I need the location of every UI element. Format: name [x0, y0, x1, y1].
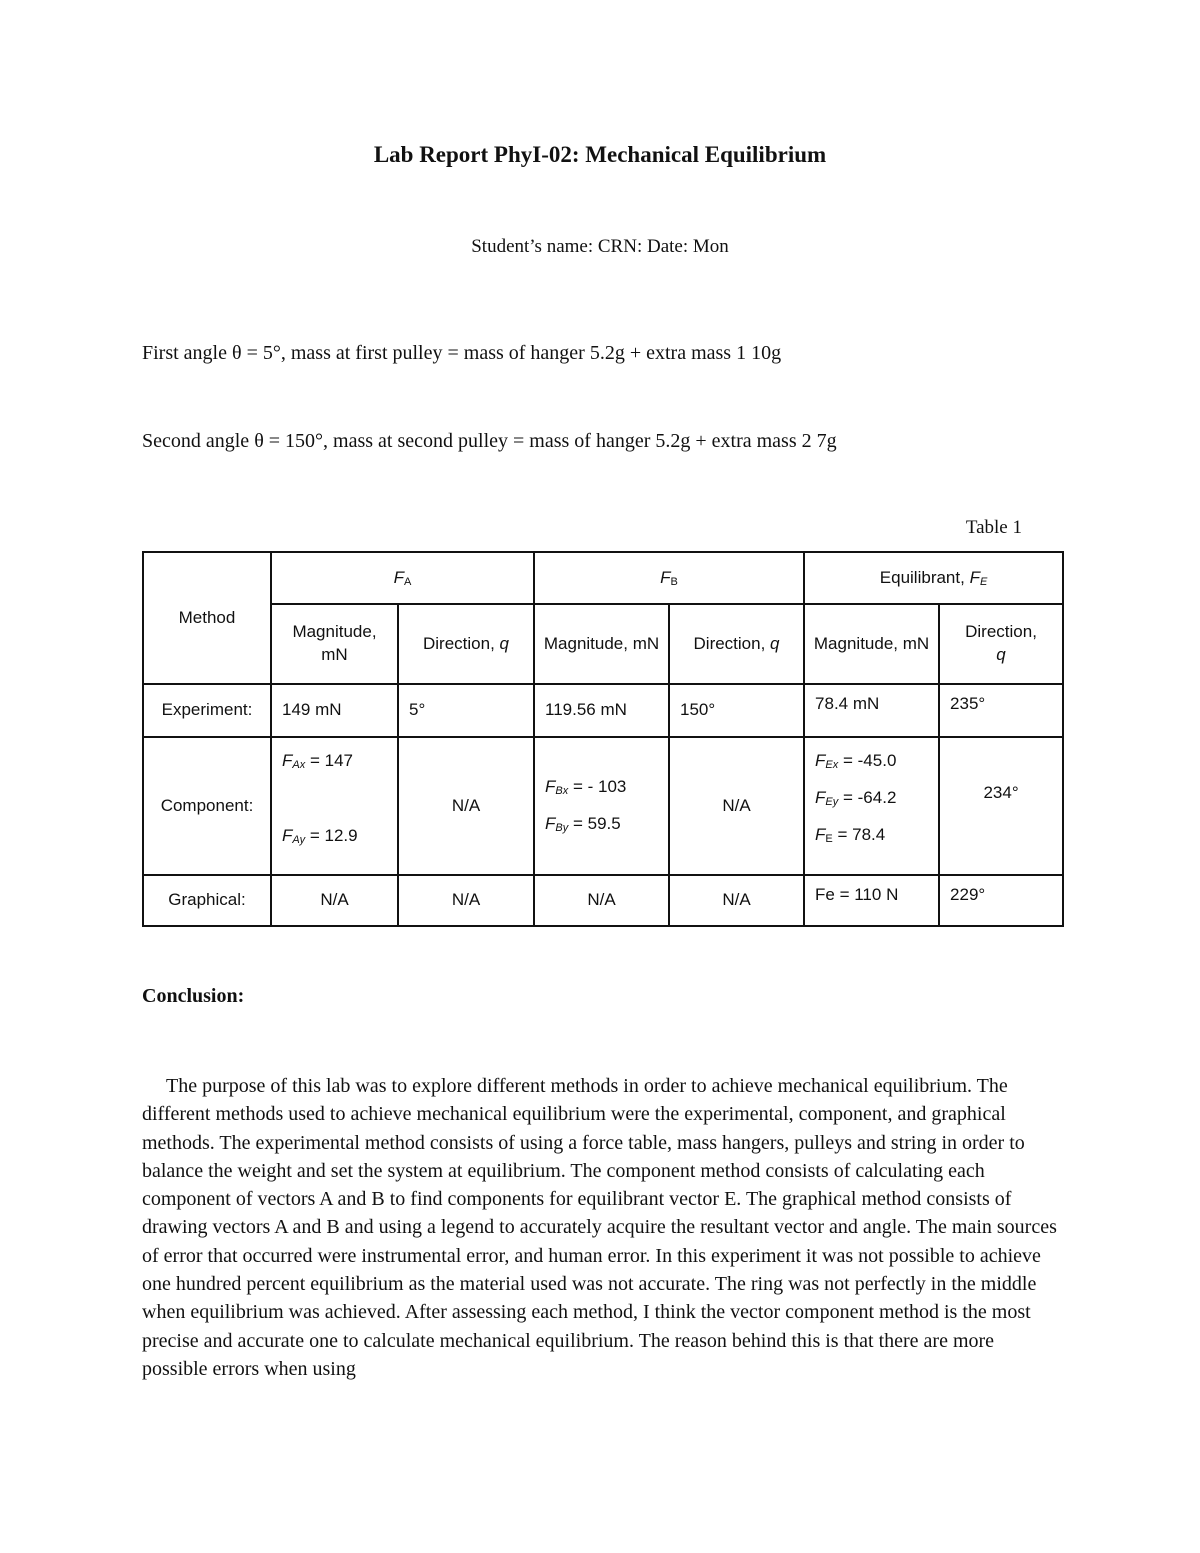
experiment-fb-magnitude: 119.56 mN [534, 684, 669, 737]
fbx-value: = - 103 [572, 777, 627, 797]
fe-total-line: FE = 78.4 [815, 824, 886, 845]
student-info: Student’s name: CRN: Date: Mon [471, 236, 729, 257]
fb-direction-symbol: q [770, 633, 780, 653]
graphical-fb-magnitude: N/A [534, 875, 669, 926]
fex-value: = -45.0 [843, 751, 897, 770]
fa-direction-symbol: q [499, 633, 509, 653]
component-fa-values [271, 737, 398, 875]
component-fb-values [534, 737, 669, 875]
fby-line: FBy = 59.5 [545, 814, 621, 834]
fay-line: FAy = 12.9 [282, 825, 358, 846]
fa-header [271, 552, 534, 604]
experiment-fe-magnitude: 78.4 mN [804, 684, 939, 737]
fa-letter: F [393, 567, 405, 587]
fa-subscript: A [404, 575, 412, 588]
fa-magnitude-header: Magnitude, mN [271, 604, 398, 684]
fa-direction-label: Direction, [423, 633, 500, 653]
method-header: Method [143, 552, 271, 684]
graphical-fb-direction: N/A [669, 875, 804, 926]
experiment-fe-direction: 235° [939, 684, 1063, 737]
fe-direction-header [939, 604, 1063, 684]
fb-direction-header [669, 604, 804, 684]
fa-direction-header [398, 604, 534, 684]
fb-magnitude-header: Magnitude, mN [534, 604, 669, 684]
experiment-row [143, 684, 1063, 737]
table-label: Table 1 [965, 517, 1022, 538]
fex-line: FEx = -45.0 [815, 751, 897, 771]
component-fe-direction: 234° [939, 737, 1063, 875]
component-fa-direction: N/A [398, 737, 534, 875]
table-header-row [143, 552, 1063, 604]
component-fb-direction: N/A [669, 737, 804, 875]
fe-letter: F [969, 567, 980, 587]
graphical-fa-direction: N/A [398, 875, 534, 926]
fe-direction-symbol: q [996, 645, 1006, 664]
fe-magnitude-header: Magnitude, mN [804, 604, 939, 684]
graphical-label: Graphical: [143, 875, 271, 926]
component-fe-values [804, 737, 939, 875]
graphical-fa-magnitude: N/A [271, 875, 398, 926]
conclusion-heading: Conclusion: [142, 985, 245, 1007]
graphical-row [143, 875, 1063, 926]
experiment-label: Experiment: [143, 684, 271, 737]
fe-direction-label: Direction, [965, 622, 1037, 642]
table-subheader-row [143, 604, 1063, 684]
fb-subscript: B [670, 575, 678, 588]
fb-header [534, 552, 804, 604]
fey-line: FEy = -64.2 [815, 787, 897, 808]
page-title: Lab Report PhyI-02: Mechanical Equilibrium [373, 142, 827, 167]
graphical-fe-magnitude: Fe = 110 N [804, 875, 939, 926]
component-row [143, 737, 1063, 875]
experiment-fa-magnitude: 149 mN [271, 684, 398, 737]
graphical-fe-direction: 229° [939, 875, 1063, 926]
fby-value: = 59.5 [572, 814, 621, 833]
first-angle-line: First angle θ = 5°, mass at first pulley = mass of hanger 5.2g + extra mass 1 10g [142, 342, 782, 364]
component-label: Component: [143, 737, 271, 875]
fbx-line: FBx = - 103 [545, 777, 627, 798]
fax-value: = 147 [309, 751, 353, 770]
fax-line: FAx = 147 [282, 751, 353, 771]
fey-value: = -64.2 [843, 787, 897, 807]
fb-letter: F [660, 567, 671, 587]
fb-direction-label: Direction, [693, 633, 771, 653]
fe-header [804, 552, 1063, 604]
fe-subscript: E [979, 575, 988, 588]
fe-prefix: Equilibrant, [879, 567, 970, 587]
fay-value: = 12.9 [309, 825, 358, 845]
fe-total-value: = 78.4 [837, 824, 886, 844]
experiment-fb-direction: 150° [669, 684, 804, 737]
second-angle-line: Second angle θ = 150°, mass at second pulley = mass of hanger 5.2g + extra mass 2 7g [142, 430, 837, 452]
conclusion-paragraph: The purpose of this lab was to explore different methods in order to achieve mechanical equilibrium. The different methods used to achieve mechanical equilibrium were the experimental, component, and graphical methods. The experimental method consists of using a force table, mass hangers, pulleys and string in order to balance the weight and set the system at equilibrium. The component method consists of calculating each component of vectors A and B to find components for equilibrant vector E. The graphical method consists of drawing vectors A and B and using a legend to accurately acquire the resultant vector and angle. The main sources of error that occurred were instrumental error, and human error. In this experiment it was not possible to achieve one hundred percent equilibrium as the material used was not accurate. The ring was not perfectly in the middle when equilibrium was achieved. After assessing each method, I think the vector component method is the most precise and accurate one to calculate mechanical equilibrium. The reason behind this is that there are more possible errors when using [142, 1075, 1057, 1380]
results-table [142, 551, 1064, 927]
experiment-fa-direction: 5° [398, 684, 534, 737]
